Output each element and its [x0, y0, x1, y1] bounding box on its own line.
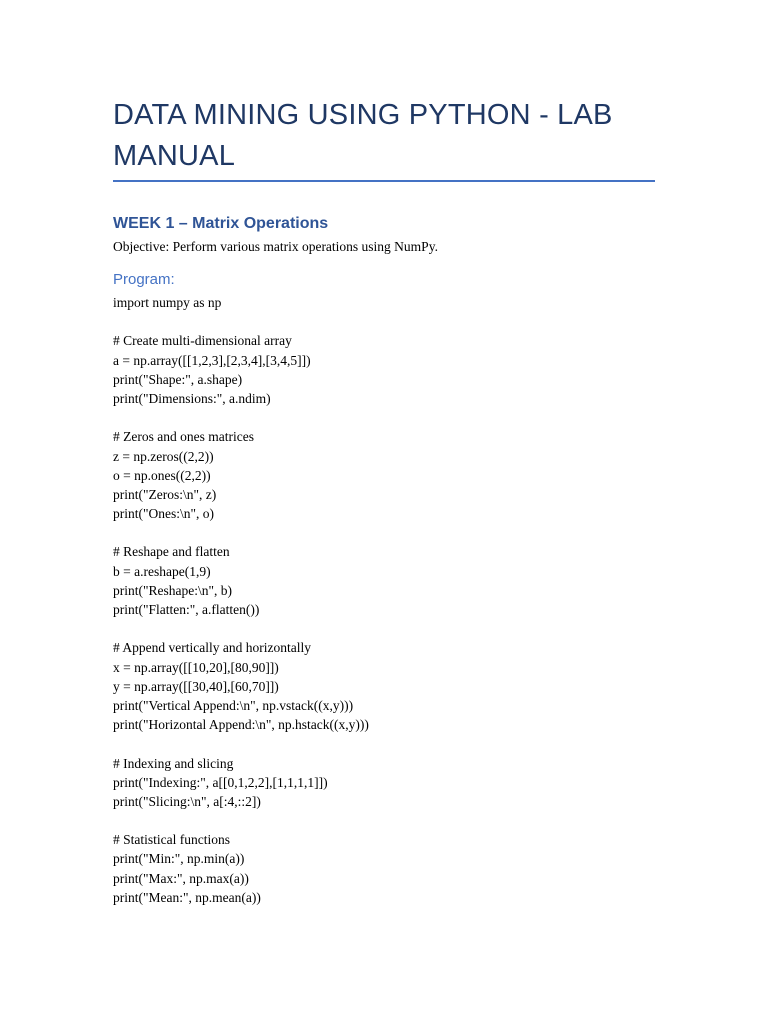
- code-line: print("Flatten:", a.flatten()): [113, 602, 260, 617]
- code-line: print("Indexing:", a[[0,1,2,2],[1,1,1,1]]): [113, 774, 328, 790]
- code-line: b = a.reshape(1,9): [113, 563, 211, 579]
- code-line: print("Dimensions:", a.ndim): [113, 390, 271, 406]
- code-blank-line: [113, 811, 369, 830]
- document-title: DATA MINING USING PYTHON - LAB MANUAL: [113, 99, 613, 172]
- code-comment-line: # Reshape and flatten: [113, 544, 230, 560]
- code-line: print("Horizontal Append:\n", np.hstack((x,y))): [113, 717, 369, 733]
- code-line: y = np.array([[30,40],[60,70]]): [113, 678, 279, 694]
- code-line: z = np.zeros((2,2)): [113, 448, 214, 464]
- code-line: print("Mean:", np.mean(a)): [113, 889, 261, 905]
- code-line: print("Shape:", a.shape): [113, 371, 243, 387]
- code-line: print("Vertical Append:\n", np.vstack((x,y))): [113, 697, 354, 713]
- title-underline-divider: [113, 180, 655, 182]
- code-line: o = np.ones((2,2)): [113, 467, 211, 483]
- program-code-block: [113, 293, 369, 907]
- week-heading: WEEK 1 – Matrix Operations: [113, 215, 329, 232]
- code-comment-line: # Append vertically and horizontally: [113, 640, 311, 656]
- code-line: print("Reshape:\n", b): [113, 582, 232, 598]
- program-heading: Program:: [113, 271, 175, 288]
- code-line: a = np.array([[1,2,3],[2,3,4],[3,4,5]]): [113, 352, 311, 368]
- code-line: print("Min:", np.min(a)): [113, 851, 245, 867]
- objective-text: Objective: Perform various matrix operations using NumPy.: [113, 239, 438, 254]
- code-comment-line: # Create multi-dimensional array: [113, 333, 292, 349]
- code-line: print("Zeros:\n", z): [113, 486, 217, 502]
- code-blank-line: [113, 408, 369, 427]
- code-blank-line: [113, 523, 369, 542]
- code-line: print("Slicing:\n", a[:4,::2]): [113, 793, 261, 809]
- code-line: x = np.array([[10,20],[80,90]]): [113, 659, 279, 675]
- code-line: print("Ones:\n", o): [113, 506, 215, 522]
- code-comment-line: # Indexing and slicing: [113, 755, 234, 771]
- code-blank-line: [113, 312, 369, 331]
- code-line: import numpy as np: [113, 295, 222, 310]
- code-line: print("Max:", np.max(a)): [113, 870, 249, 886]
- code-comment-line: # Statistical functions: [113, 832, 230, 848]
- code-blank-line: [113, 619, 369, 638]
- code-comment-line: # Zeros and ones matrices: [113, 429, 254, 445]
- code-blank-line: [113, 734, 369, 753]
